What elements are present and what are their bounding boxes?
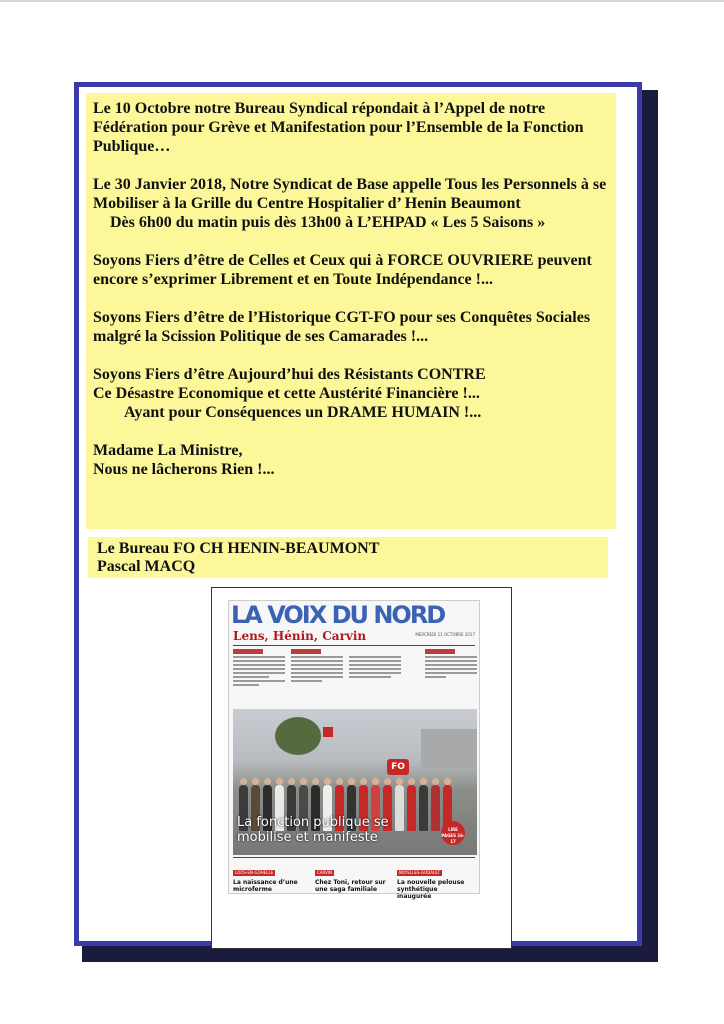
teaser-rule (233, 857, 475, 858)
read-pages-badge: LIRE PAGES 16-17 (441, 821, 465, 845)
teaser-2-tag: CARVIN (317, 870, 332, 875)
signature-block (88, 537, 608, 578)
paragraph-6-line-2: Nous ne lâcherons Rien !... (93, 461, 275, 478)
fo-sign: FO (387, 759, 409, 775)
teaser-2-text: Chez Toni, retour sur une saga familiale (315, 879, 386, 893)
signature-org: Le Bureau FO CH HENIN-BEAUMONT (97, 540, 380, 557)
teaser-2 (315, 859, 391, 893)
teaser-1 (233, 859, 309, 893)
paragraph-2-times: Dès 6h00 du matin puis dès 13h00 à L’EHPAD « Les 5 Saisons » (110, 214, 546, 231)
paragraph-2-text: Le 30 Janvier 2018, Notre Syndicat de Base appelle Tous les Personnels à se Mobiliser à la Grille du Centre Hospitalier d’ Henin Beaumont (93, 176, 607, 212)
paragraph-5 (93, 365, 616, 422)
message-panel (86, 93, 616, 529)
news-column-1 (233, 649, 285, 707)
paragraph-5-line-1: Soyons Fiers d’être Aujourd’hui des Résistants CONTRE (93, 366, 486, 383)
paragraph-6-line-1: Madame La Ministre, (93, 442, 243, 459)
newspaper-headline: La fonction publique se mobilise et manifeste (237, 815, 389, 845)
masthead-rule (233, 645, 475, 646)
news-column-4 (425, 649, 477, 707)
news-column-2 (291, 649, 343, 707)
signature-name: Pascal MACQ (97, 558, 196, 575)
paragraph-5-line-2: Ce Désastre Economique et cette Austérité Financière !... (93, 385, 480, 402)
paragraph-5-line-3: Ayant pour Conséquences un DRAME HUMAIN !... (124, 404, 482, 421)
flag-shape (323, 727, 333, 737)
teaser-3-text: La nouvelle pelouse synthétique inaugurée (397, 879, 465, 900)
teaser-3-tag: NOYELLES-GODAULT (399, 870, 441, 875)
top-edge-line (0, 0, 724, 2)
building-shape (421, 729, 477, 769)
paragraph-3: Soyons Fiers d’être de Celles et Ceux qui à FORCE OUVRIERE peuvent encore s’exprimer Librement et en Toute Indépendance !... (93, 252, 592, 288)
paragraph-6 (93, 441, 616, 479)
page-frame (74, 82, 642, 946)
newspaper-front-page (228, 600, 480, 900)
paragraph-1: Le 10 Octobre notre Bureau Syndical répondait à l’Appel de notre Fédération pour Grève et Manifestation pour l’Ensemble de la Fonction Publique… (93, 100, 584, 155)
paragraph-4: Soyons Fiers d’être de l’Historique CGT-FO pour ses Conquêtes Sociales malgré la Scission Politique de ses Camarades !... (93, 309, 591, 345)
teaser-3 (397, 859, 473, 900)
teaser-1-text: La naissance d’une microferme (233, 879, 298, 893)
news-column-3 (349, 649, 401, 707)
newspaper-masthead: LA VOIX DU NORD (231, 601, 445, 629)
tree-shape (275, 717, 321, 755)
paragraph-2 (93, 175, 616, 232)
teaser-1-tag: LOOS-EN-GOHELLE (235, 870, 274, 875)
newspaper-date: MERCREDI 11 OCTOBRE 2017 (415, 632, 475, 637)
newspaper-clipping (211, 587, 512, 949)
newspaper-edition: Lens, Hénin, Carvin (233, 629, 367, 643)
